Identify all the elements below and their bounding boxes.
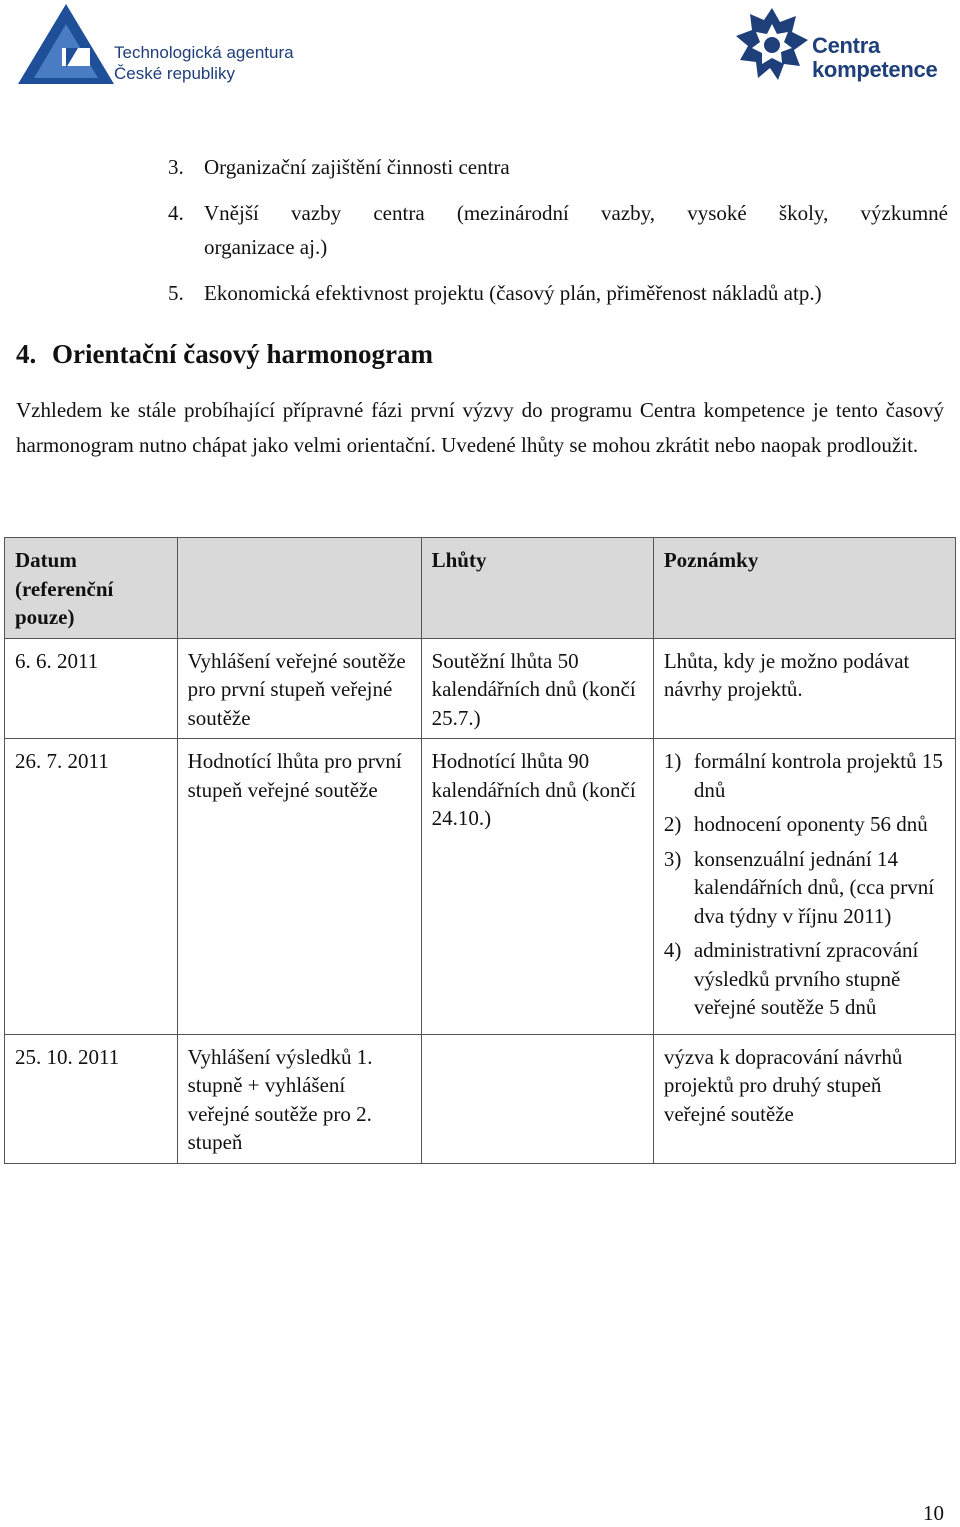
tacr-logo-line1: Technologická agentura	[114, 43, 294, 62]
outline-item-number: 5.	[168, 281, 184, 305]
cell-event: Vyhlášení výsledků 1. stupně + vyhlášení veřejné soutěže pro 2. stupeň	[177, 1034, 421, 1163]
cell-date: 26. 7. 2011	[5, 739, 178, 1035]
cell-deadline: Soutěžní lhůta 50 kalendářních dnů (končí 25.7.)	[421, 638, 653, 739]
outline-item-text-continued: organizace aj.)	[204, 235, 328, 259]
section-intro-paragraph: Vzhledem ke stále probíhající přípravné fázi první výzvy do programu Centra kompetence je tento časový harmonogram nutno chápat jako velmi orientační. Uvedené lhůty se mohou zkrátit nebo naopak prodloužit.	[16, 398, 944, 457]
page-number: 10	[923, 1501, 944, 1525]
notes-list	[664, 747, 945, 1022]
list-item-number: 1)	[663, 749, 682, 773]
list-item-text: formální kontrola projektů 15 dnů	[693, 749, 943, 802]
tacr-logo	[18, 4, 318, 88]
column-header-notes: Poznámky	[653, 538, 955, 639]
list-item-text: hodnocení oponenty 56 dnů	[693, 812, 928, 836]
outline-item-text: Organizační zajištění činnosti centra	[204, 155, 510, 179]
cell-date: 25. 10. 2011	[5, 1034, 178, 1163]
list-item	[664, 845, 945, 931]
column-header-event	[177, 538, 421, 639]
outline-item-text: Vnější vazby centra (mezinárodní vazby, vysoké školy, výzkumné	[204, 201, 948, 225]
section-title-text: Orientační časový harmonogram	[52, 339, 433, 369]
list-item-text: konsenzuální jednání 14 kalendářních dnů, (cca první dva týdny v říjnu 2011)	[693, 846, 935, 928]
table-row	[5, 638, 956, 739]
list-item-number: 3)	[663, 846, 682, 871]
list-item-text: administrativní zpracování výsledků prvního stupně veřejné soutěže 5 dnů	[693, 938, 919, 1019]
cell-note: Lhůta, kdy je možno podávat návrhy projektů.	[653, 638, 955, 739]
list-item	[664, 810, 945, 839]
ck-logo-line1: Centra	[812, 33, 880, 58]
column-header-date: Datum (referenční pouze)	[5, 538, 178, 639]
list-item-number: 2)	[663, 812, 682, 836]
cell-deadline	[421, 1034, 653, 1163]
list-item	[664, 936, 945, 1022]
centra-kompetence-logo-text	[812, 34, 937, 82]
tacr-logo-line2: České republiky	[114, 64, 235, 83]
tacr-logo-text	[114, 42, 294, 84]
page-header	[0, 0, 960, 100]
cell-deadline: Hodnotící lhůta 90 kalendářních dnů (končí 24.10.)	[421, 739, 653, 1035]
outline-item-number: 4.	[168, 201, 184, 225]
star-badge-logo-icon	[734, 6, 810, 82]
ck-logo-line2: kompetence	[812, 57, 938, 82]
table-header-row	[5, 538, 956, 639]
table-row	[5, 1034, 956, 1163]
schedule-table	[4, 537, 956, 1164]
triangle-logo-icon	[18, 4, 114, 88]
outline-item-number: 3.	[168, 155, 184, 179]
cell-date: 6. 6. 2011	[5, 638, 178, 739]
list-item	[664, 747, 945, 804]
table-row	[5, 739, 956, 1035]
outline-item-text: Ekonomická efektivnost projektu (časový plán, přiměřenost nákladů atp.)	[204, 281, 822, 305]
centra-kompetence-logo	[734, 6, 944, 86]
section-heading	[16, 336, 433, 372]
cell-event: Vyhlášení veřejné soutěže pro první stupeň veřejné soutěže	[177, 638, 421, 739]
cell-event: Hodnotící lhůta pro první stupeň veřejné soutěže	[177, 739, 421, 1035]
section-number: 4.	[16, 339, 37, 369]
list-item-number: 4)	[663, 938, 682, 962]
cell-note: výzva k dopracování návrhů projektů pro druhý stupeň veřejné soutěže	[653, 1034, 955, 1163]
column-header-deadlines: Lhůty	[421, 538, 653, 639]
cell-notes	[653, 739, 955, 1035]
